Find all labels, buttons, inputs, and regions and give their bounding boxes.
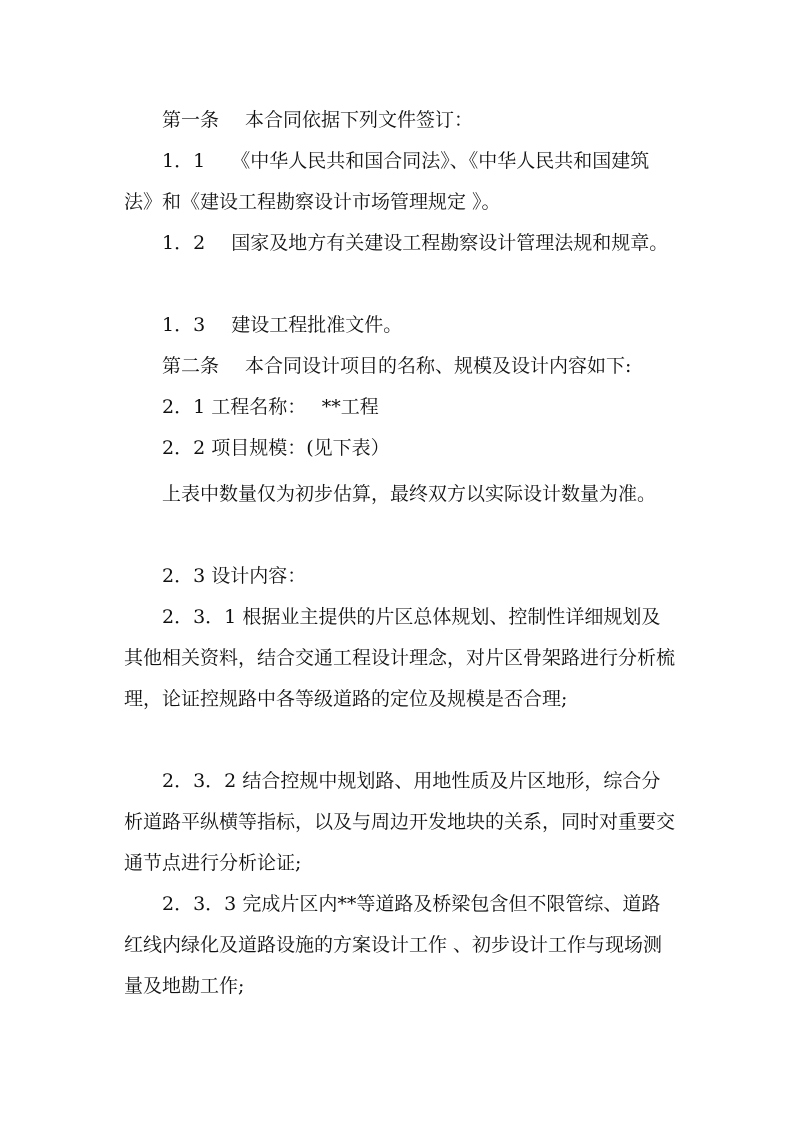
item-2-3-paragraph (124, 556, 676, 597)
item-2-3-1-text: 根据业主提供的片区总体规划、控制性详细规划及其他相关资料，结合交通工程设计理念，对片区骨架路进行分析梳理，论证控规路中各等级道路的定位及规模是否合理; (124, 606, 676, 710)
item-2-3-number: 2．3 (162, 565, 206, 587)
article-1-text: 本合同依据下列文件签订： (245, 109, 474, 131)
item-1-3-number: 1．3 (162, 314, 206, 336)
item-2-3-2-text: 结合控规中规划路、用地性质及片区地形，综合分析道路平纵横等指标，以及与周边开发地块的关系，同时对重要交通节点进行分析论证; (124, 770, 676, 874)
article-2-paragraph (124, 346, 676, 387)
article-2-label: 第二条 (162, 355, 220, 377)
article-2-text: 本合同设计项目的名称、规模及设计内容如下: (245, 355, 632, 377)
item-1-1-number: 1．1 (162, 150, 206, 172)
quantity-note-paragraph (124, 474, 676, 515)
item-2-2-paragraph (124, 428, 676, 469)
item-1-2-text: 国家及地方有关建设工程勘察设计管理法规和规章。 (231, 232, 669, 254)
item-2-3-2-number: 2．3．2 (162, 770, 237, 792)
item-2-3-1-paragraph (124, 597, 676, 720)
item-1-3-paragraph (124, 305, 676, 346)
item-2-2-text: 项目规模：(见下表） (211, 437, 390, 459)
item-1-2-paragraph (124, 223, 676, 264)
item-2-3-2-paragraph (124, 761, 676, 884)
article-1-paragraph (124, 100, 676, 141)
item-2-1-text: 工程名称： **工程 (211, 396, 379, 418)
article-1-label: 第一条 (162, 109, 220, 131)
quantity-note-text: 上表中数量仅为初步估算，最终双方以实际设计数量为准。 (162, 483, 657, 505)
item-1-1-paragraph (124, 141, 676, 223)
item-2-1-number: 2．1 (162, 396, 206, 418)
item-2-3-text: 设计内容： (211, 565, 307, 587)
item-2-3-3-paragraph (124, 884, 676, 1007)
item-2-1-paragraph (124, 387, 676, 428)
item-1-2-number: 1．2 (162, 232, 206, 254)
item-1-1-text: 《中华人民共和国合同法》、《中华人民共和国建筑法》和《建设工程勘察设计市场管理规定 》。 (124, 150, 650, 213)
item-2-3-1-number: 2．3．1 (162, 606, 237, 628)
item-2-2-number: 2．2 (162, 437, 206, 459)
item-2-3-3-number: 2．3．3 (162, 893, 237, 915)
item-2-3-3-text: 完成片区内**等道路及桥梁包含但不限管综、道路红线内绿化及道路设施的方案设计工作 、初步设计工作与现场测量及地勘工作; (124, 893, 663, 997)
item-1-3-text: 建设工程批准文件。 (231, 314, 403, 336)
